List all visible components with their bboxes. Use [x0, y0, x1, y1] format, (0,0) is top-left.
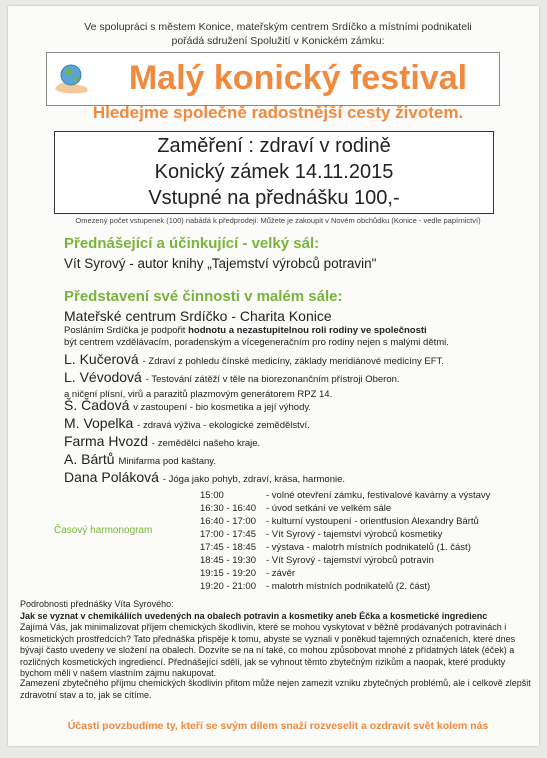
focus-box	[54, 131, 494, 214]
schedule-time: 19:20 - 21:00	[200, 581, 256, 592]
focus-line-3: Vstupné na přednášku 100,-	[148, 187, 400, 209]
activity-desc: - Zdraví z pohledu čínské medicíny, základy meridiánové medicíny EFT.	[142, 356, 444, 367]
activity-name: A. Bártů	[64, 451, 115, 467]
focus-line-2: Konický zámek 14.11.2015	[154, 161, 394, 183]
activity-desc: - zdravá výživa - ekologické zemědělství.	[137, 420, 310, 431]
schedule-row	[200, 567, 539, 580]
globe-hand-logo-icon	[53, 59, 93, 99]
flyer-page	[8, 6, 539, 746]
details-body: Zajímá Vás, jak minimalizovat příjem chemických škodlivin, které se mohou vyskytovat v běžně prodávaných potravinách i kosmetických prostředcích? Tato přednáška přispěje k tomu, abyste se vyznali v poněkud tajemných označeních, které dnes bývají často uvedeny ve složení na obalech. Dozvíte se na ní také, co mohou způsobovat mnohé z přídatných látek (éček) a rozličných kosmetických ingrediencí. Přednášející sdělí, jak se vyhnout těmto zbytečným rizikům a naopak, které produkty bychom měli v našem vlastním zájmu nakupovat.	[20, 622, 516, 678]
harmonogram-label: Časový harmonogram	[54, 525, 153, 536]
mission-part-2: být centrem vzdělávacím, poradenským a vícegeneračním pro rodiny nejen s malými dětmi.	[64, 337, 449, 348]
mission-bold: hodnotu a nezastupitelnou roli rodiny ve společnosti	[188, 325, 427, 336]
details-intro: Podrobnosti přednášky Víta Syrového:	[20, 599, 174, 609]
schedule-time: 17:00 - 17:45	[200, 529, 256, 540]
activity-item	[64, 433, 260, 449]
activity-name: Š. Čadová	[64, 397, 130, 413]
festival-title: Malý konický festival	[128, 59, 468, 97]
schedule-time: 19:15 - 19:20	[200, 568, 256, 579]
schedule-event: - malotrh místních podnikatelů (2. část)	[266, 581, 431, 592]
schedule	[200, 489, 539, 593]
closing-text: Zamezení zbytečného příjmu chemických škodlivin přitom může nejen zamezit vzniku zbytečných problémů, ale i celkově zlepšit zdravotní stav a to, jak se cítíme.	[20, 678, 531, 700]
focus-line-1: Zaměření : zdraví v rodině	[157, 135, 391, 157]
schedule-time: 15:00	[200, 490, 224, 501]
activity-name: M. Vopelka	[64, 415, 134, 431]
schedule-time: 18:45 - 19:30	[200, 555, 256, 566]
activity-item	[64, 415, 310, 431]
intro-line-1: Ve spolupráci s městem Konice, mateřským centrem Srdíčko a místními podnikateli	[84, 21, 472, 33]
activity-desc: - Jóga jako pohyb, zdraví, krása, harmonie.	[162, 474, 346, 485]
footer-slogan: Účastí povzbudíme ty, kteří se svým dílem snaží rozveselit a ozdravit svět kolem nás	[67, 720, 489, 732]
activity-item	[64, 469, 345, 485]
activity-name: L. Kučerová	[64, 351, 139, 367]
activity-item	[64, 397, 311, 413]
schedule-row	[200, 502, 539, 515]
schedule-row	[200, 580, 539, 593]
activity-item	[64, 451, 216, 467]
schedule-row	[200, 541, 539, 554]
schedule-time: 16:40 - 17:00	[200, 516, 256, 527]
schedule-time: 17:45 - 18:45	[200, 542, 256, 553]
schedule-time: 16:30 - 16:40	[200, 503, 256, 514]
intro-line-2: pořádá sdružení Spolužití v Konickém zámku:	[171, 35, 385, 47]
details-headline: Jak se vyznat v chemikáliích uvedených na obalech potravin a kosmetiky aneb Éčka a kosmetické ingredienc	[20, 610, 488, 621]
ticket-note: Omezený počet vstupenek (100) nabádá k předprodeji. Můžete je zakoupit v Novém obchůdku (Konice - vedle papírnictví)	[75, 216, 481, 225]
speaker-line: Vít Syrový - autor knihy „Tajemství výrobců potravin"	[64, 256, 377, 271]
activities-heading: Představení své činnosti v malém sále:	[64, 288, 343, 305]
schedule-event: - Vít Syrový - tajemství výrobců potravin	[266, 555, 434, 566]
activity-name: Dana Poláková	[64, 469, 159, 485]
festival-subtitle: Hledejme společně radostnější cesty životem.	[92, 103, 464, 122]
activity-desc: v zastoupení - bio kosmetika a její výhody.	[133, 402, 312, 413]
speakers-heading: Přednášející a účinkující - velký sál:	[64, 235, 320, 252]
mission-part-1: Posláním Srdíčka je podpořit	[64, 325, 189, 336]
activity-item	[64, 369, 400, 385]
schedule-event: - Vít Syrový - tajemství výrobců kosmetiky	[266, 529, 443, 540]
schedule-event: - závěr	[266, 568, 296, 579]
schedule-event: - výstava - malotrh místních podnikatelů (1. část)	[266, 542, 471, 553]
activity-name: Farma Hvozd	[64, 433, 149, 449]
schedule-row	[200, 489, 539, 502]
schedule-event: - úvod setkání ve velkém sále	[266, 503, 392, 514]
schedule-row	[200, 554, 539, 567]
lecture-details	[20, 599, 535, 680]
mission-text	[64, 325, 524, 349]
activity-desc: Minifarma pod kaštany.	[118, 456, 216, 467]
activity-name: L. Vévodová	[64, 369, 142, 385]
activity-desc: a ničení plísní, virů a parazitů plazmovým generátorem RPZ 14.	[64, 389, 333, 400]
intro-text	[48, 20, 508, 48]
schedule-event: - kulturní vystoupení - orientfusion Alexandry Bártů	[266, 516, 479, 527]
activity-desc: - Testování zátěží v těle na biorezonančním přístroji Oberon.	[145, 374, 400, 385]
activity-srdicko: Mateřské centrum Srdíčko - Charita Konice	[64, 308, 332, 324]
schedule-row	[200, 515, 539, 528]
activity-item	[64, 351, 444, 367]
activity-desc: - zemědělci našeho kraje.	[151, 438, 261, 449]
schedule-event: - volné otevření zámku, festivalové kavárny a výstavy	[266, 490, 491, 501]
title-box	[46, 52, 500, 106]
schedule-row	[200, 528, 539, 541]
